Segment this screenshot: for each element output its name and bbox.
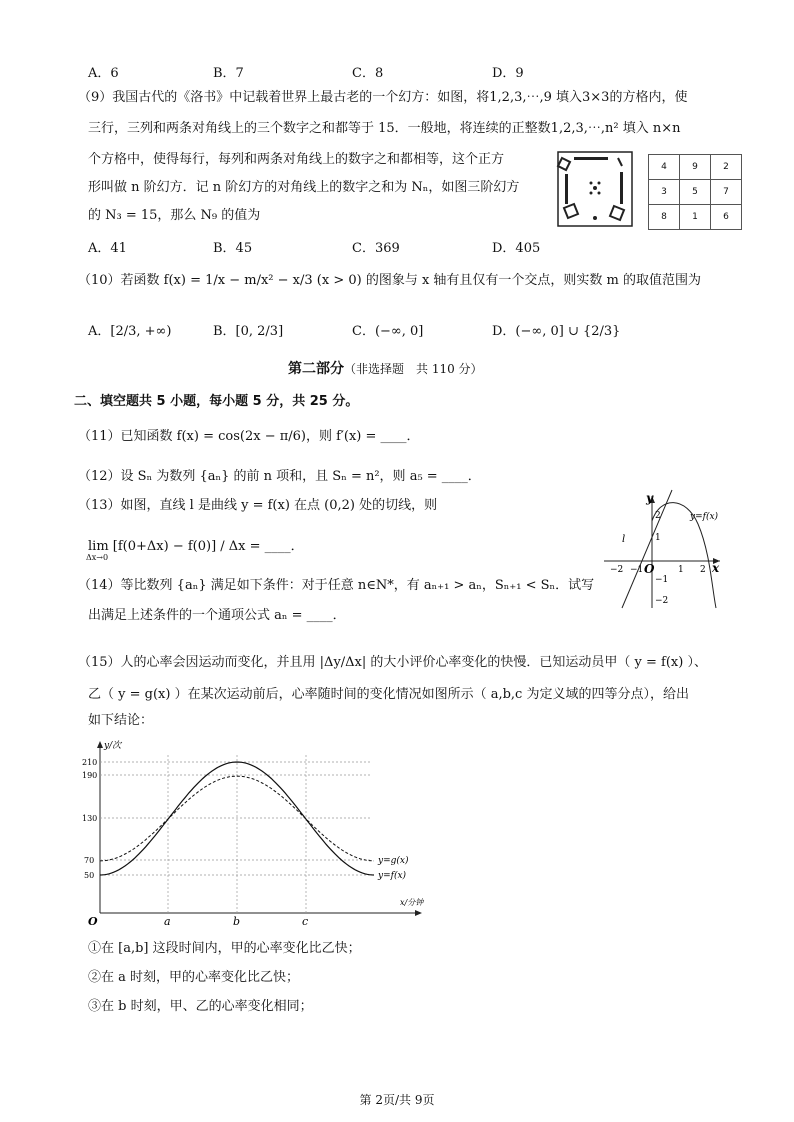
q9-line-5: 的 N₃ = 15，那么 N₉ 的值为 — [88, 208, 261, 223]
q9-line-4: 形叫做 n 阶幻方．记 n 阶幻方的对角线上的数字之和为 Nₙ，如图三阶幻方 — [88, 180, 520, 195]
q9-line-2: 三行，三列和两条对角线上的三个数字之和都等于 15．一般地，将连续的正整数1,2,3,⋯,n² 填入 n×n — [88, 121, 681, 136]
q13-line-1: （13）如图，直线 l 是曲线 y = f(x) 在点 (0,2) 处的切线，则 — [78, 498, 438, 513]
q15-conclusion-1: ①在 [a,b] 这段时间内，甲的心率变化比乙快； — [88, 941, 361, 956]
q9-line-1: （9）我国古代的《洛书》中记载着世界上最古老的一个幻方：如图，将1,2,3,⋯,9 填入3×3的方格内，使 — [78, 90, 688, 105]
q12-text: （12）设 Sₙ 为数列 {aₙ} 的前 n 项和，且 Sₙ = n²，则 a₅ = ____． — [78, 469, 481, 484]
magic-cell: 5 — [680, 180, 711, 205]
q13-line-2: lim [f(0+Δx) − f(0)] / Δx = ____． — [88, 539, 304, 554]
magic-cell: 2 — [711, 155, 742, 180]
q9-line-3: 个方格中，使得每行，每列和两条对角线上的数字之和都相等，这个正方 — [88, 152, 505, 167]
fig13-line-label: l — [622, 534, 626, 545]
fig15-ytick: 130 — [82, 814, 98, 823]
q9-option-c: C．369 — [352, 241, 400, 256]
q10-stem: （10）若函数 f(x) = 1/x − m/x² − x/3 (x > 0) 的图象与 x 轴有且仅有一个交点，则实数 m 的取值范围为 — [78, 273, 702, 288]
q8-option-a: A．6 — [88, 66, 119, 81]
magic-square-table — [648, 154, 742, 230]
part-two-heading — [288, 358, 483, 378]
q15-heart-rate-figure — [70, 735, 430, 930]
q9-option-d: D．405 — [492, 241, 541, 256]
fig15-ytick: 190 — [82, 771, 98, 780]
q10-option-c: C．(−∞, 0] — [352, 324, 424, 339]
fig13-ytick: 2 — [655, 511, 661, 521]
fig13-origin: O — [644, 562, 655, 576]
magic-cell: 6 — [711, 205, 742, 230]
q15-conclusion-2: ②在 a 时刻，甲的心率变化比乙快； — [88, 970, 300, 985]
fig13-curve-label: y=f(x) — [690, 512, 719, 522]
q9-option-b: B．45 — [213, 241, 253, 256]
q13-limit-subscript: Δx→0 — [86, 553, 109, 562]
fig13-xtick: −1 — [630, 565, 644, 575]
q13-figure — [600, 488, 728, 612]
q15-conclusion-3: ③在 b 时刻，甲、乙的心率变化相同； — [88, 999, 313, 1014]
q9-option-a: A．41 — [88, 241, 127, 256]
q8-option-c: C．8 — [352, 66, 384, 81]
fig13-ytick: −2 — [655, 596, 669, 606]
fig13-y-label: y — [646, 491, 653, 505]
q15-line-2: 乙（ y = g(x) ）在某次运动前后，心率随时间的变化情况如图所示（ a,b,c 为定义域的四等分点），给出 — [88, 687, 689, 702]
magic-cell: 1 — [680, 205, 711, 230]
fig15-ytick: 210 — [82, 758, 98, 767]
q10-option-b: B．[0, 2/3] — [213, 324, 284, 339]
q14-line-1: （14）等比数列 {aₙ} 满足如下条件：对于任意 n∈N*，有 aₙ₊₁ > aₙ，Sₙ₊₁ < Sₙ．试写 — [78, 578, 595, 593]
page-footer: 第 2页/共 9页 — [359, 1093, 435, 1107]
q15-line-1: （15）人的心率会因运动而变化，并且用 |Δy/Δx| 的大小评价心率变化的快慢．已知运动员甲（ y = f(x) ）、 — [78, 655, 707, 670]
fig15-xtick-b: b — [233, 915, 241, 928]
magic-cell: 3 — [649, 180, 680, 205]
fig15-f-label: y=f(x) — [378, 871, 407, 881]
fig15-ytick: 70 — [84, 856, 95, 865]
part-two-note: （非选择题 共 110 分） — [344, 362, 483, 376]
fig13-ytick: 1 — [655, 533, 661, 543]
magic-cell: 4 — [649, 155, 680, 180]
fig15-xtick-c: c — [302, 915, 309, 928]
fig13-xtick: −2 — [610, 565, 624, 575]
q10-option-a: A．[2/3, +∞) — [88, 324, 172, 339]
fig13-x-label: x — [712, 561, 720, 575]
fig15-y-label: y/次 — [104, 741, 122, 751]
q15-line-3: 如下结论： — [88, 713, 154, 728]
luoshu-figure — [556, 150, 634, 228]
fig15-origin: O — [88, 915, 98, 928]
fig13-xtick: 1 — [678, 565, 684, 575]
section-two-heading: 二、填空题共 5 小题，每小题 5 分，共 25 分。 — [74, 394, 359, 409]
magic-cell: 8 — [649, 205, 680, 230]
magic-cell: 9 — [680, 155, 711, 180]
fig13-ytick: −1 — [655, 575, 669, 585]
q8-option-b: B．7 — [213, 66, 244, 81]
q8-option-d: D．9 — [492, 66, 524, 81]
fig15-ytick: 50 — [84, 871, 95, 880]
fig15-g-label: y=g(x) — [378, 856, 409, 866]
fig15-x-label: x/分钟 — [400, 898, 424, 907]
fig13-xtick: 2 — [700, 565, 706, 575]
q10-option-d: D．(−∞, 0] ∪ {2/3} — [492, 324, 621, 339]
q11-text: （11）已知函数 f(x) = cos(2x − π/6)，则 f′(x) = ____． — [78, 429, 420, 444]
magic-cell: 7 — [711, 180, 742, 205]
fig15-curve-f — [100, 762, 374, 875]
fig15-xtick-a: a — [164, 915, 171, 928]
part-two-title: 第二部分 — [288, 361, 344, 377]
q14-line-2: 出满足上述条件的一个通项公式 aₙ = ____． — [88, 608, 346, 623]
